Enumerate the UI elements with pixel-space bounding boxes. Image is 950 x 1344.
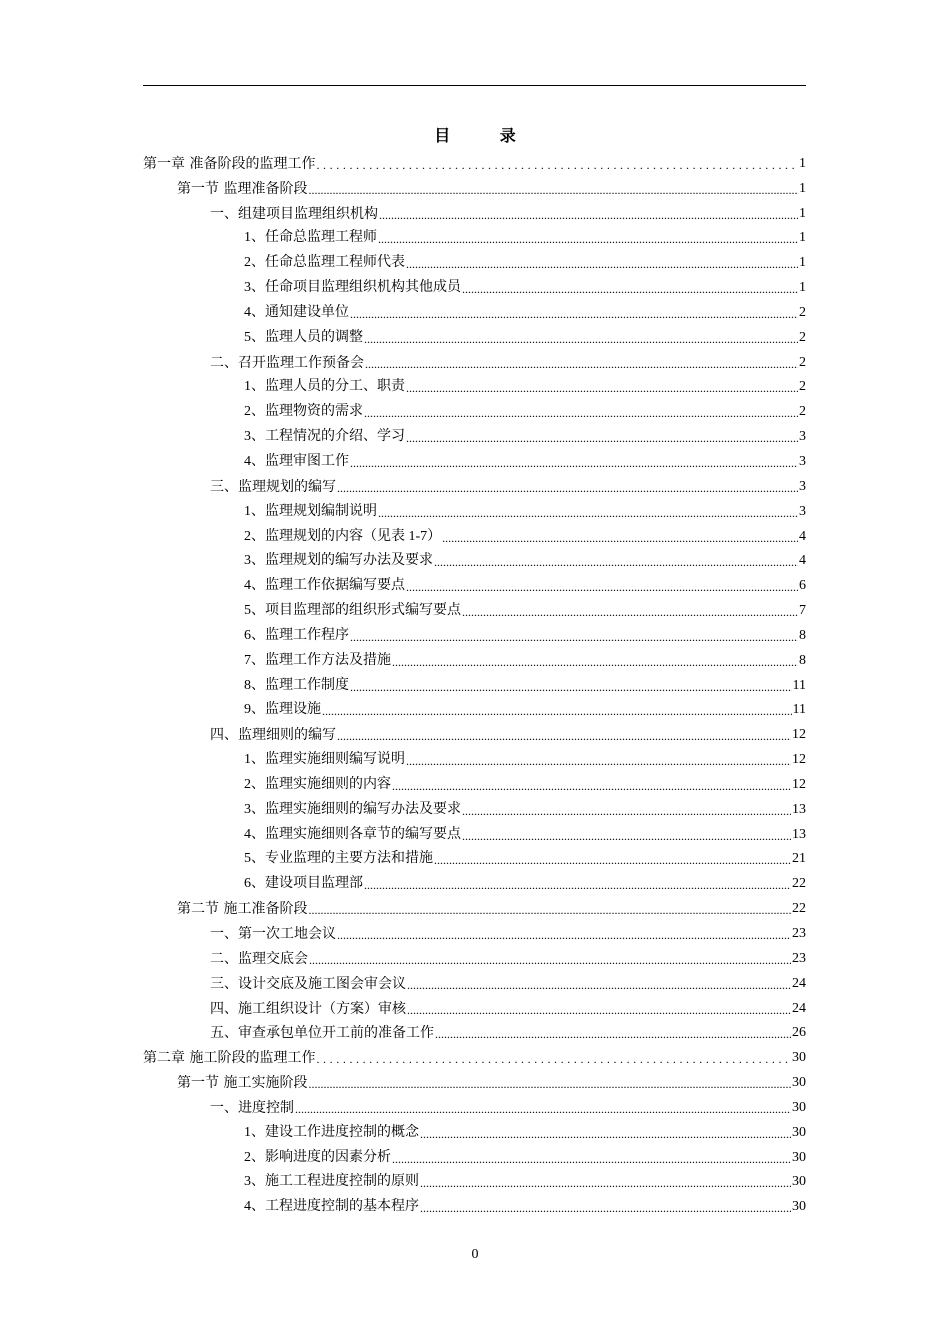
toc-title: 目 录 xyxy=(434,126,538,145)
toc-entry-page: 13 xyxy=(792,826,806,842)
toc-entry-page: 7 xyxy=(799,603,806,619)
toc-entry[interactable] xyxy=(143,521,806,546)
toc-entry[interactable] xyxy=(143,446,806,471)
toc-entry-label: 3、监理规划的编写办法及要求 xyxy=(244,553,433,569)
toc-dot-leader xyxy=(379,207,798,223)
toc-entry-page: 30 xyxy=(792,1050,806,1066)
toc-entry-label: 7、监理工作方法及措施 xyxy=(244,652,391,668)
toc-entry[interactable] xyxy=(143,570,806,595)
toc-dot-leader xyxy=(462,281,798,297)
toc-entry-label: 3、工程情况的介绍、学习 xyxy=(244,429,405,445)
toc-dot-leader xyxy=(337,480,798,496)
toc-dot-leader xyxy=(420,1200,791,1216)
toc-entry[interactable] xyxy=(143,893,806,918)
toc-dot-leader xyxy=(407,1002,791,1018)
toc-entry-label: 三、监理规划的编写 xyxy=(210,478,336,495)
toc-entry[interactable] xyxy=(143,695,806,720)
toc-entry-label: 1、任命总监理工程师 xyxy=(244,230,377,246)
toc-entry-label: 5、专业监理的主要方法和措施 xyxy=(244,851,433,867)
toc-entry[interactable] xyxy=(143,844,806,869)
toc-entry-page: 11 xyxy=(792,702,806,718)
toc-entry-page: 26 xyxy=(792,1025,806,1041)
toc-entry-page: 3 xyxy=(799,503,806,519)
toc-entry[interactable] xyxy=(143,272,806,297)
toc-entry-label: 3、监理实施细则的编写办法及要求 xyxy=(244,801,461,817)
toc-entry[interactable] xyxy=(143,1067,806,1092)
toc-dot-leader xyxy=(350,629,798,645)
toc-entry[interactable] xyxy=(143,868,806,893)
toc-entry[interactable] xyxy=(143,993,806,1018)
toc-entry-label: 3、施工工程进度控制的原则 xyxy=(244,1174,419,1190)
toc-entry-page: 30 xyxy=(792,1199,806,1215)
toc-entry-label: 2、影响进度的因素分析 xyxy=(244,1149,391,1165)
toc-entry[interactable] xyxy=(143,1042,806,1067)
toc-dot-leader xyxy=(337,728,791,744)
toc-dot-leader xyxy=(434,852,791,868)
toc-entry-label: 第二节 施工准备阶段 xyxy=(177,901,308,918)
toc-entry-label: 第二章 施工阶段的监理工作 xyxy=(143,1050,316,1067)
toc-dot-leader xyxy=(420,1126,791,1142)
toc-entry-label: 四、施工组织设计（方案）审核 xyxy=(210,1000,406,1017)
toc-entry-page: 8 xyxy=(799,627,806,643)
toc-entry-label: 5、项目监理部的组织形式编写要点 xyxy=(244,603,461,619)
toc-entry-page: 30 xyxy=(792,1099,806,1115)
toc-entry-page: 30 xyxy=(792,1075,806,1091)
toc-entry-page: 4 xyxy=(799,528,806,544)
toc-entry[interactable] xyxy=(143,744,806,769)
toc-entry-page: 12 xyxy=(792,752,806,768)
toc-dot-leader xyxy=(350,455,798,471)
toc-entry-page: 30 xyxy=(792,1149,806,1165)
toc-entry-page: 23 xyxy=(792,950,806,966)
toc-entry-page: 8 xyxy=(799,652,806,668)
toc-entry[interactable] xyxy=(143,670,806,695)
toc-dot-leader xyxy=(350,679,792,695)
toc-entry-label: 5、监理人员的调整 xyxy=(244,329,363,345)
toc-dot-leader xyxy=(308,182,798,198)
toc-entry[interactable] xyxy=(143,297,806,322)
toc-entry[interactable] xyxy=(143,396,806,421)
toc-dot-leader xyxy=(406,579,798,595)
toc-entry-page: 3 xyxy=(799,478,806,494)
toc-entry-page: 4 xyxy=(799,553,806,569)
toc-entry[interactable] xyxy=(143,372,806,397)
toc-dot-leader xyxy=(308,902,791,918)
toc-entry-page: 12 xyxy=(792,727,806,743)
toc-dot-leader xyxy=(364,405,798,421)
toc-entry-page: 21 xyxy=(792,851,806,867)
toc-entry-page: 2 xyxy=(799,354,806,370)
toc-entry[interactable] xyxy=(143,546,806,571)
toc-dot-leader xyxy=(406,256,798,272)
header-rule xyxy=(143,85,806,86)
toc-dot-leader xyxy=(295,1101,791,1117)
toc-entry[interactable] xyxy=(143,247,806,272)
toc-dot-leader xyxy=(308,1076,791,1092)
toc-entry-page: 24 xyxy=(792,1000,806,1016)
toc-entry-page: 3 xyxy=(799,429,806,445)
toc-entry-label: 4、通知建设单位 xyxy=(244,304,349,320)
toc-entry[interactable] xyxy=(143,943,806,968)
toc-entry-page: 2 xyxy=(799,329,806,345)
toc-entry-label: 第一节 监理准备阶段 xyxy=(177,180,308,197)
toc-entry[interactable] xyxy=(143,645,806,670)
toc-entry-label: 1、监理规划编制说明 xyxy=(244,503,377,519)
toc-dot-leader xyxy=(406,753,791,769)
toc-entry-page: 1 xyxy=(799,180,806,196)
toc-entry-label: 1、监理人员的分工、职责 xyxy=(244,379,405,395)
toc-dot-leader xyxy=(364,331,798,347)
toc-entry-label: 三、设计交底及施工图会审会议 xyxy=(210,975,406,992)
toc-entry-page: 12 xyxy=(792,776,806,792)
toc-dot-leader xyxy=(406,430,798,446)
toc-entry-page: 11 xyxy=(792,677,806,693)
toc-entry[interactable] xyxy=(143,1167,806,1192)
toc-entry-page: 13 xyxy=(792,801,806,817)
toc-entry-page: 2 xyxy=(799,304,806,320)
toc-entry-label: 4、监理审图工作 xyxy=(244,453,349,469)
toc-entry[interactable] xyxy=(143,347,806,372)
toc-dot-leader xyxy=(322,703,792,719)
toc-entry-label: 4、监理实施细则各章节的编写要点 xyxy=(244,826,461,842)
toc-entry-label: 6、监理工作程序 xyxy=(244,627,349,643)
toc-entry-label: 2、监理物资的需求 xyxy=(244,404,363,420)
toc-dot-leader xyxy=(462,604,798,620)
toc-entry-page: 1 xyxy=(799,255,806,271)
toc-dot-leader xyxy=(435,1026,791,1042)
toc-dot-leader xyxy=(392,654,798,670)
toc-entry[interactable] xyxy=(143,1117,806,1142)
toc-entry-page: 22 xyxy=(792,876,806,892)
toc-entry[interactable] xyxy=(143,471,806,496)
toc-entry-label: 五、审查承包单位开工前的准备工作 xyxy=(210,1025,434,1042)
toc-entry-label: 1、监理实施细则编写说明 xyxy=(244,752,405,768)
toc-dot-leader xyxy=(350,306,798,322)
toc-dot-leader xyxy=(434,554,798,570)
table-of-contents xyxy=(143,148,806,1216)
toc-entry[interactable] xyxy=(143,421,806,446)
toc-dot-leader xyxy=(316,1051,791,1067)
toc-entry-label: 4、监理工作依据编写要点 xyxy=(244,578,405,594)
toc-entry[interactable] xyxy=(143,173,806,198)
toc-entry-page: 23 xyxy=(792,926,806,941)
toc-entry-page: 1 xyxy=(799,205,806,221)
toc-entry-page: 30 xyxy=(792,1174,806,1190)
toc-dot-leader xyxy=(337,927,791,943)
toc-entry-label: 一、组建项目监理组织机构 xyxy=(210,205,378,222)
toc-entry[interactable] xyxy=(143,819,806,844)
toc-entry-page: 1 xyxy=(799,230,806,246)
toc-entry-label: 2、监理实施细则的内容 xyxy=(244,776,391,792)
toc-entry[interactable] xyxy=(143,719,806,744)
toc-entry-page: 1 xyxy=(799,280,806,296)
toc-entry-label: 9、监理设施 xyxy=(244,702,321,718)
toc-entry-page: 3 xyxy=(799,453,806,469)
toc-entry-page: 2 xyxy=(799,404,806,420)
toc-dot-leader xyxy=(462,803,791,819)
toc-dot-leader xyxy=(365,356,798,372)
toc-entry-label: 4、工程进度控制的基本程序 xyxy=(244,1199,419,1215)
toc-entry[interactable] xyxy=(143,1092,806,1117)
toc-entry-page: 2 xyxy=(799,379,806,395)
toc-entry-label: 四、监理细则的编写 xyxy=(210,727,336,744)
toc-entry[interactable] xyxy=(143,595,806,620)
toc-dot-leader xyxy=(364,877,791,893)
toc-entry[interactable] xyxy=(143,918,806,943)
toc-entry[interactable] xyxy=(143,769,806,794)
toc-dot-leader xyxy=(406,380,798,396)
toc-entry-label: 第一节 施工实施阶段 xyxy=(177,1075,308,1092)
toc-entry[interactable] xyxy=(143,620,806,645)
toc-entry-label: 2、任命总监理工程师代表 xyxy=(244,255,405,271)
toc-entry[interactable] xyxy=(143,148,806,173)
toc-entry-label: 6、建设项目监理部 xyxy=(244,876,363,892)
toc-entry-page: 22 xyxy=(792,901,806,917)
toc-entry[interactable] xyxy=(143,322,806,347)
page-number: 0 xyxy=(471,1247,479,1262)
toc-dot-leader xyxy=(407,977,791,993)
toc-entry-page: 30 xyxy=(792,1124,806,1140)
toc-entry-label: 二、召开监理工作预备会 xyxy=(210,354,364,371)
toc-entry-label: 1、建设工作进度控制的概念 xyxy=(244,1124,419,1140)
toc-dot-leader xyxy=(392,1151,791,1167)
toc-dot-leader xyxy=(378,505,798,521)
toc-entry[interactable] xyxy=(143,1018,806,1043)
toc-entry-label: 一、第一次工地会议 xyxy=(210,926,336,942)
toc-entry[interactable] xyxy=(143,223,806,248)
toc-entry-page: 24 xyxy=(792,975,806,991)
toc-entry[interactable] xyxy=(143,968,806,993)
toc-dot-leader xyxy=(316,157,798,173)
toc-entry-label: 8、监理工作制度 xyxy=(244,677,349,693)
toc-dot-leader xyxy=(309,952,791,968)
toc-entry[interactable] xyxy=(143,1142,806,1167)
toc-entry-label: 3、任命项目监理组织机构其他成员 xyxy=(244,280,461,296)
toc-entry-page: 6 xyxy=(799,578,806,594)
toc-entry-label: 2、监理规划的内容（见表 1-7） xyxy=(244,528,442,544)
toc-entry-label: 第一章 准备阶段的监理工作 xyxy=(143,155,316,172)
toc-dot-leader xyxy=(462,828,791,844)
toc-entry[interactable] xyxy=(143,496,806,521)
toc-entry-label: 二、监理交底会 xyxy=(210,950,308,967)
toc-dot-leader xyxy=(420,1175,791,1191)
toc-entry[interactable] xyxy=(143,1191,806,1216)
toc-dot-leader xyxy=(378,231,798,247)
toc-entry[interactable] xyxy=(143,198,806,223)
toc-entry[interactable] xyxy=(143,794,806,819)
toc-entry-page: 1 xyxy=(799,155,806,171)
toc-dot-leader xyxy=(392,778,791,794)
toc-entry-label: 一、进度控制 xyxy=(210,1099,294,1116)
toc-dot-leader xyxy=(442,530,798,546)
